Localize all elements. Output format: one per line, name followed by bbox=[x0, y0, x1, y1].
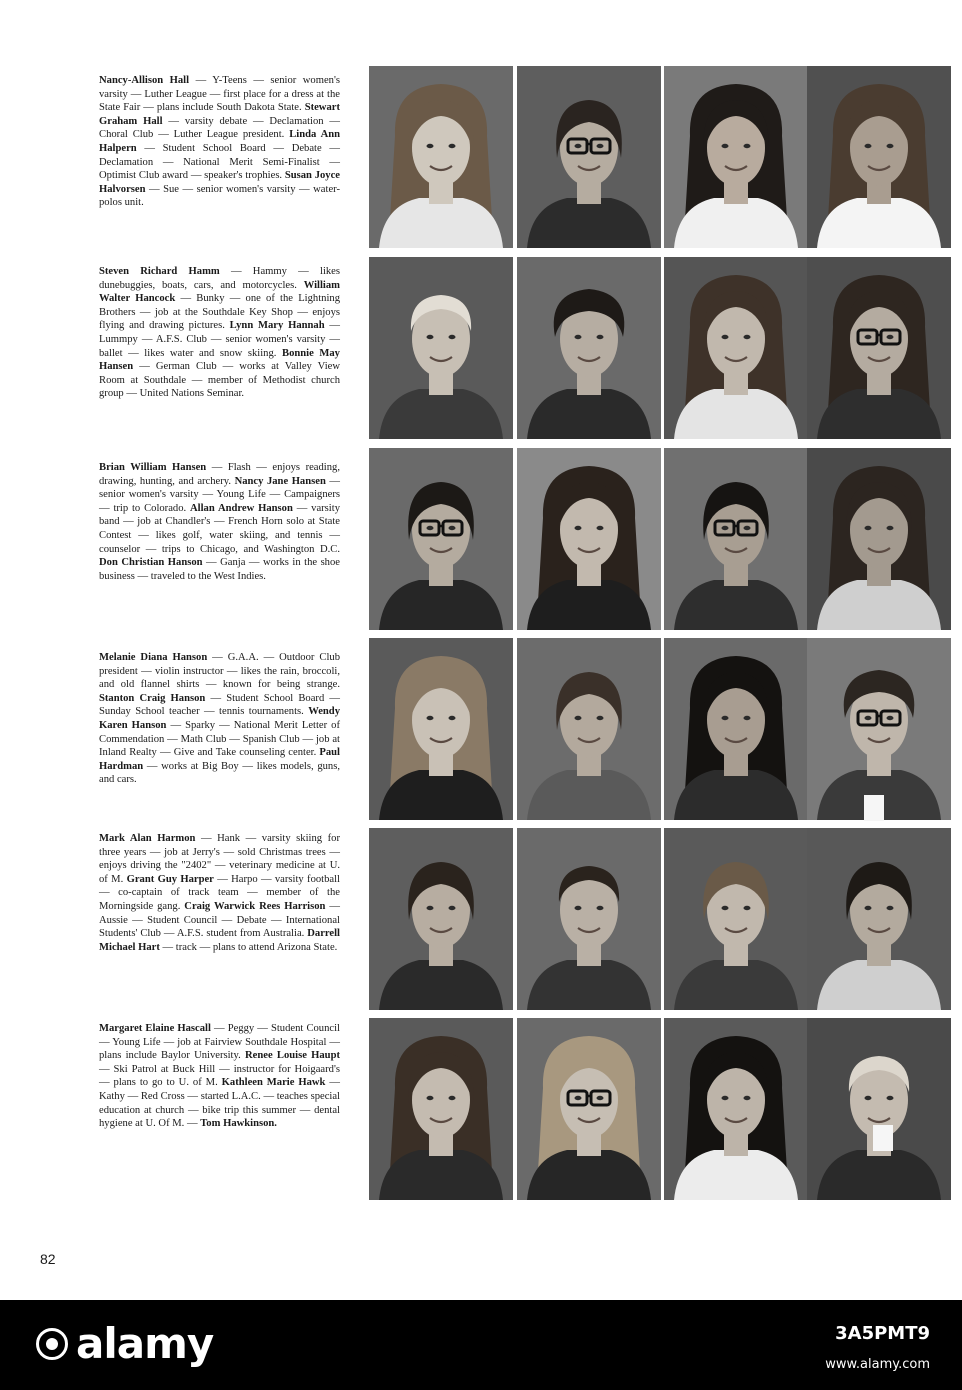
eye bbox=[887, 906, 894, 910]
student-portrait bbox=[664, 66, 808, 248]
eye bbox=[865, 716, 872, 720]
eye bbox=[597, 1096, 604, 1100]
eye bbox=[449, 1096, 456, 1100]
alamy-logo-icon bbox=[36, 1328, 68, 1360]
eye bbox=[575, 335, 582, 339]
bio-paragraph bbox=[99, 832, 340, 954]
student-portrait bbox=[369, 828, 513, 1010]
student-portrait bbox=[517, 828, 661, 1010]
student-name: Margaret Elaine Hascall bbox=[99, 1023, 211, 1034]
bio-text: — track — plans to attend Arizona State. bbox=[159, 941, 338, 953]
bio-text: — Kathy — Red Cross — started L.A.C. — teaches special education at church — bike trip this summer — dental hygiene at U. Of M. — bbox=[99, 1077, 340, 1130]
bio-paragraph bbox=[99, 1022, 340, 1131]
eye bbox=[722, 1096, 729, 1100]
eye bbox=[887, 526, 894, 530]
bio-paragraph bbox=[99, 461, 340, 583]
eye bbox=[575, 144, 582, 148]
censor-box bbox=[873, 1125, 893, 1151]
student-name: Susan Joyce Halvorsen bbox=[99, 170, 340, 195]
eye bbox=[449, 716, 456, 720]
student-portrait bbox=[517, 66, 661, 248]
eye bbox=[744, 526, 751, 530]
eye bbox=[722, 335, 729, 339]
student-portrait bbox=[807, 638, 951, 820]
photo-row bbox=[369, 66, 951, 248]
eye bbox=[449, 335, 456, 339]
eye bbox=[744, 335, 751, 339]
eye bbox=[449, 144, 456, 148]
student-name: Renee Louise Haupt bbox=[245, 1050, 340, 1062]
eye bbox=[744, 716, 751, 720]
student-portrait bbox=[664, 257, 808, 439]
eye bbox=[575, 1096, 582, 1100]
eye bbox=[744, 1096, 751, 1100]
student-portrait bbox=[369, 448, 513, 630]
student-name: Lynn Mary Hannah bbox=[229, 320, 325, 332]
eye bbox=[449, 906, 456, 910]
student-name: Nancy-Allison Hall bbox=[99, 75, 190, 86]
bio-text: — Y-Teens — senior women's varsity — Luther League — first place for a dress at the State Fair — plans include South Dakota State. bbox=[99, 75, 340, 114]
eye bbox=[575, 526, 582, 530]
student-portrait bbox=[664, 638, 808, 820]
student-name: Tom Hawkinson. bbox=[200, 1118, 277, 1130]
student-portrait bbox=[517, 257, 661, 439]
eye bbox=[865, 335, 872, 339]
eye bbox=[722, 906, 729, 910]
student-portrait bbox=[664, 828, 808, 1010]
bio-text: — Lummpy — A.F.S. Club — senior women's varsity — ballet — likes water and snow skiing. bbox=[99, 320, 340, 359]
censor-box bbox=[864, 795, 884, 821]
student-name: Craig Warwick Rees Harrison bbox=[184, 900, 326, 912]
bio-text: — Aussie — Student Council — Debate — International Students' Club — A.F.S. student from Australia. bbox=[99, 900, 340, 940]
photo-row bbox=[369, 638, 951, 820]
student-portrait bbox=[807, 448, 951, 630]
eye bbox=[865, 526, 872, 530]
bio-text: — Peggy — Student Council — Young Life — job at Fairview Southdale Hospital — plans include Baylor University. bbox=[99, 1023, 340, 1062]
bio-text: — Ganja — works in the shoe business — traveled to the West Indies. bbox=[99, 557, 340, 582]
student-name: Nancy Jane Hansen bbox=[234, 475, 326, 487]
student-name: Bonnie May Hansen bbox=[99, 347, 340, 373]
student-name: Paul Hardman bbox=[99, 747, 340, 772]
student-portrait bbox=[517, 448, 661, 630]
bio-paragraph bbox=[99, 74, 340, 210]
eye bbox=[744, 144, 751, 148]
student-name: Linda Ann Halpern bbox=[99, 129, 341, 154]
bio-text: — varsity band — job at Chandler's — French Horn solo at State Contest — likes golf, water skiing, and tennis — counselor — trips to Chicago, and Washington D.C. bbox=[99, 502, 340, 555]
bio-paragraph bbox=[99, 265, 340, 401]
student-portrait bbox=[664, 448, 808, 630]
eye bbox=[427, 1096, 434, 1100]
bio-text: — Harpo — varsity football — co-captain of track team — member of the Morningside gang. bbox=[99, 873, 340, 912]
eye bbox=[887, 335, 894, 339]
eye bbox=[887, 144, 894, 148]
eye bbox=[597, 716, 604, 720]
bio-text: — Student School Board — Sunday School teacher — tennis tournaments. bbox=[99, 692, 340, 718]
bio-text: — Sue — senior women's varsity — water-polos unit. bbox=[99, 183, 340, 209]
eye bbox=[722, 526, 729, 530]
eye bbox=[887, 716, 894, 720]
student-name: Mark Alan Harmon bbox=[99, 833, 196, 844]
eye bbox=[597, 335, 604, 339]
eye bbox=[744, 906, 751, 910]
bio-text: — German Club — works at Valley View Room at Southdale — member of Methodist church group — United Nations Seminar. bbox=[99, 361, 340, 400]
bio-text: — Student School Board — Debate — Declamation — National Merit Semi-Finalist — Optimist Club award — speaker's trophies. bbox=[99, 142, 340, 182]
image-id: 3A5PMT9 bbox=[835, 1323, 930, 1344]
eye bbox=[597, 906, 604, 910]
photo-row bbox=[369, 448, 951, 630]
student-name: Melanie Diana Hanson bbox=[99, 652, 208, 663]
student-name: Darrell Michael Hart bbox=[99, 928, 340, 953]
student-portrait bbox=[807, 66, 951, 248]
eye bbox=[865, 144, 872, 148]
eye bbox=[427, 144, 434, 148]
brand-name: alamy bbox=[76, 1319, 214, 1368]
student-portrait bbox=[807, 1018, 951, 1200]
student-name: Kathleen Marie Hawk bbox=[221, 1077, 326, 1089]
bio-text: — Bunky — one of the Lightning Brothers — job at the Southdale Key Shop — enjoys flying and drawing pictures. bbox=[99, 293, 340, 332]
student-name: Steven Richard Hamm bbox=[99, 266, 220, 277]
eye bbox=[597, 526, 604, 530]
student-portrait bbox=[369, 257, 513, 439]
eye bbox=[865, 1096, 872, 1100]
eye bbox=[865, 906, 872, 910]
student-portrait bbox=[369, 638, 513, 820]
eye bbox=[427, 906, 434, 910]
bio-text: — varsity debate — Declamation — Choral Club — Luther League president. bbox=[99, 115, 340, 141]
eye bbox=[427, 335, 434, 339]
student-portrait bbox=[369, 66, 513, 248]
page-number: 82 bbox=[40, 1251, 56, 1267]
bio-text: — Ski Patrol at Buck Hill — instructor for Hoigaard's — plans to go to U. of M. bbox=[99, 1063, 340, 1089]
student-portrait bbox=[807, 257, 951, 439]
bio-text: — Hammy — likes dunebuggies, boats, cars, and motorcycles. bbox=[99, 266, 341, 291]
student-name: Don Christian Hanson bbox=[99, 557, 203, 569]
eye bbox=[887, 1096, 894, 1100]
student-name: Grant Guy Harper bbox=[126, 873, 214, 885]
student-portrait bbox=[369, 1018, 513, 1200]
bio-text: — Hank — varsity skiing for three years — job at Jerry's — sold Christmas trees — enjoys driving the "2402" — veterinary medicine at U. of M. bbox=[99, 833, 340, 885]
eye bbox=[575, 716, 582, 720]
bio-paragraph bbox=[99, 651, 340, 787]
student-name: Stewart Graham Hall bbox=[99, 102, 340, 127]
student-name: Stanton Craig Hanson bbox=[99, 692, 206, 704]
student-portrait bbox=[517, 1018, 661, 1200]
student-name: Wendy Karen Hanson bbox=[99, 706, 340, 731]
student-name: Allan Andrew Hanson bbox=[190, 502, 293, 514]
eye bbox=[597, 144, 604, 148]
eye bbox=[427, 716, 434, 720]
student-portrait bbox=[807, 828, 951, 1010]
photo-row bbox=[369, 1018, 951, 1200]
eye bbox=[722, 144, 729, 148]
brand-logo bbox=[36, 1319, 213, 1368]
eye bbox=[449, 526, 456, 530]
eye bbox=[575, 906, 582, 910]
site-url: www.alamy.com bbox=[825, 1357, 930, 1372]
bio-text: — Flash — enjoys reading, drawing, hunting, and archery. bbox=[99, 462, 340, 487]
student-portrait bbox=[517, 638, 661, 820]
student-name: William Walter Hancock bbox=[99, 279, 340, 305]
student-name: Brian William Hansen bbox=[99, 462, 207, 473]
student-portrait bbox=[664, 1018, 808, 1200]
bio-text: — works at Big Boy — likes models, guns, and cars. bbox=[99, 760, 340, 786]
bio-text: — senior women's varsity — Young Life — Campaigners — trip to Colorado. bbox=[99, 475, 340, 514]
photo-row bbox=[369, 828, 951, 1010]
bio-text: — G.A.A. — Outdoor Club president — violin instructor — likes the rain, broccoli, and old flannel shirts — known for being strange. bbox=[99, 652, 340, 691]
eye bbox=[427, 526, 434, 530]
bio-text: — Sparky — National Merit Letter of Commendation — Math Club — Spanish Club — job at Inland Realty — Give and Take counseling center. bbox=[99, 719, 340, 759]
photo-row bbox=[369, 257, 951, 439]
eye bbox=[722, 716, 729, 720]
